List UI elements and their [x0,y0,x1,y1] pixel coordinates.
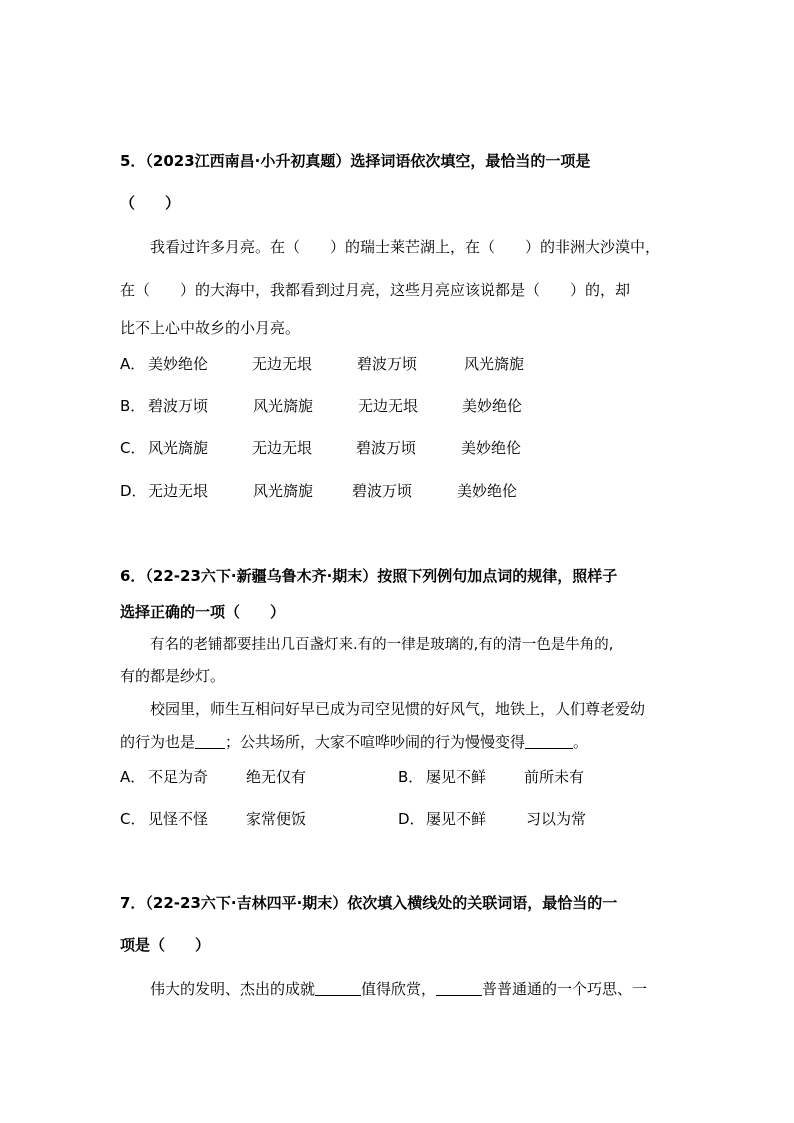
q7-passage-line-1 [150,978,647,999]
q6-passage-line-1: 校园里，师生互相问好早已成为司空见惯的好风气，地铁上，人们尊老爱幼 [150,700,646,718]
option-letter: A． [120,768,146,786]
option-word: 美妙绝伦 [457,482,518,500]
option-word: 家常便饭 [246,810,307,828]
q6-header-line-1: 6．（22-23六下·新疆乌鲁木齐·期末）按照下列例句加点词的规律，照样子 [120,567,618,585]
q7-header-line-1: 7．（22-23六下·吉林四平·期末）依次填入横线处的关联词语，最恰当的一 [120,894,618,912]
option-word: 无边无垠 [252,355,313,373]
option-word: 碧波万顷 [352,482,413,500]
option-word: 碧波万顷 [357,355,418,373]
option-word: 碧波万顷 [356,439,417,457]
option-letter: C． [120,439,146,457]
option-word: 美妙绝伦 [462,397,523,415]
q7-passage-text-b: 值得欣赏， [361,980,437,998]
q6-passage-line-2 [120,731,588,752]
q6-example-line-1: 有名的老铺都要挂出几百盏灯来.有的一律是玻璃的,有的清一色是牛角的, [150,637,614,653]
option-letter: B． [398,768,424,786]
q5-passage-line-3: 比不上心中故乡的小月亮。 [120,319,301,337]
option-letter: B． [120,397,146,415]
fill-blank-2[interactable] [436,981,482,996]
option-letter: D． [398,810,425,828]
q5-passage-line-2: 在（ ）的大海中，我都看到过月亮，这些月亮应该说都是（ ）的，却 [120,281,631,299]
option-word: 风光旖旎 [253,397,314,415]
q6-passage-text-a: 的行为也是 [120,733,196,751]
option-letter: D． [120,482,147,500]
option-word: 风光旖旎 [253,482,314,500]
q6-passage-text-b: ；公共场所，大家不喧哗吵闹的行为慢慢变得 [225,733,526,751]
option-word: 风光旖旎 [148,439,209,457]
q7-header-line-2: 项是（ ） [120,936,211,954]
q5-header: 5．（2023江西南昌·小升初真题）选择词语依次填空，最恰当的一项是 [120,152,591,170]
option-word: 美妙绝伦 [461,439,522,457]
q6-passage-text-c: 。 [573,733,589,751]
option-word: 绝无仅有 [246,768,307,786]
q6-example-line-2: 有的都是纱灯。 [120,667,226,685]
fill-blank-1[interactable] [315,981,361,996]
option-word: 无边无垠 [148,482,209,500]
option-word: 风光旖旎 [464,355,525,373]
option-word: 前所未有 [524,768,585,786]
fill-blank-1[interactable] [195,734,225,749]
option-word: 碧波万顷 [148,397,209,415]
q7-passage-text-c: 普普通通的一个巧思、一 [482,980,648,998]
q5-answer-paren: （ ） [120,194,181,212]
fill-blank-2[interactable] [525,734,573,749]
q5-passage-line-1: 我看过许多月亮。在（ ）的瑞士莱芒湖上，在（ ）的非洲大沙漠中， [150,238,661,256]
option-word: 无边无垠 [358,397,419,415]
option-letter: C． [120,810,146,828]
option-word: 不足为奇 [148,768,209,786]
option-word: 无边无垠 [252,439,313,457]
option-word: 见怪不怪 [148,810,209,828]
option-word: 习以为常 [526,810,587,828]
option-word: 屡见不鲜 [426,810,487,828]
q7-passage-text-a: 伟大的发明、杰出的成就 [150,980,316,998]
q6-header-line-2: 选择正确的一项（ ） [120,603,286,621]
option-letter: A． [120,355,146,373]
option-word: 美妙绝伦 [148,355,209,373]
option-word: 屡见不鲜 [426,768,487,786]
